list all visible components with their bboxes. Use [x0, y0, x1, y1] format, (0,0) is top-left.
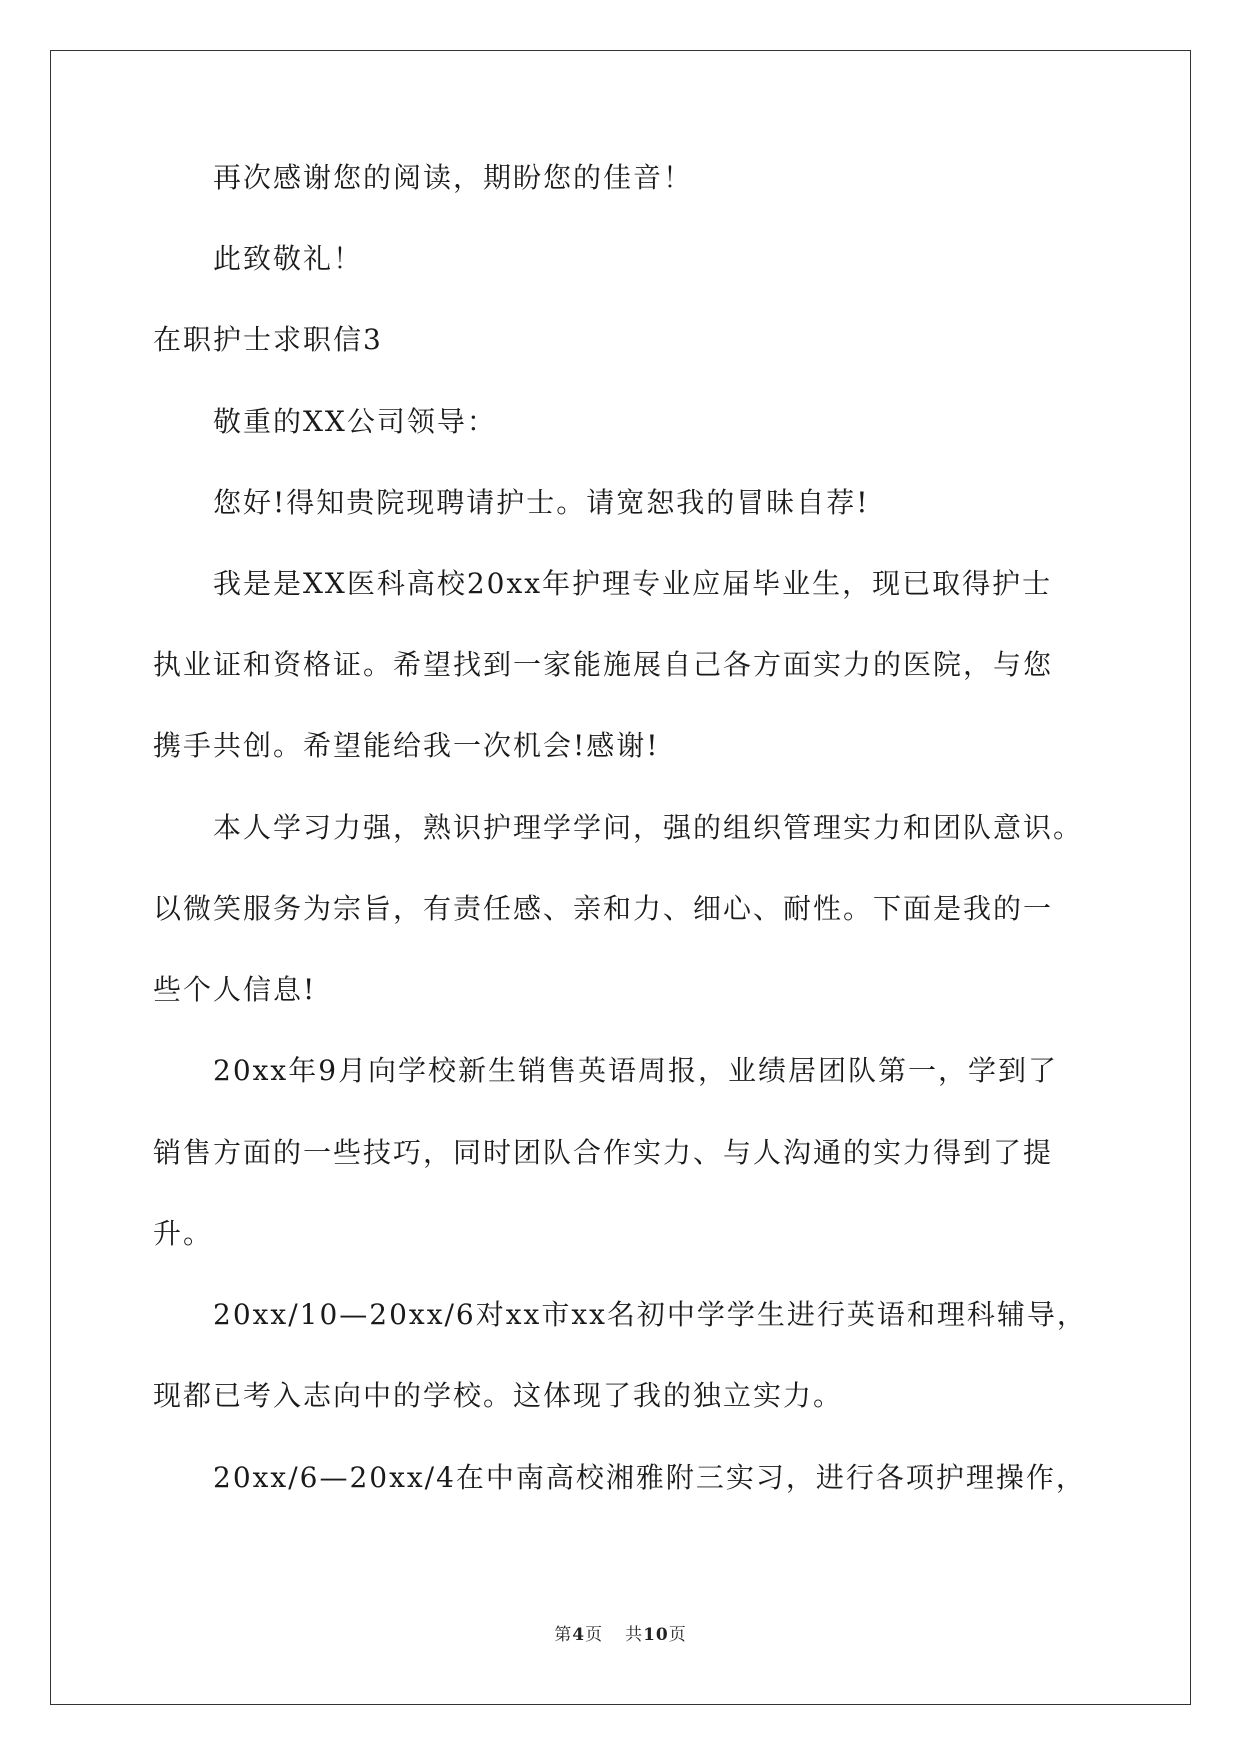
- page-footer: [0, 1620, 1241, 1645]
- total-suffix: 页: [668, 1625, 687, 1645]
- greeting: 您好!得知贵院现聘请护士。请宽恕我的冒昧自荐!: [213, 486, 870, 519]
- page-suffix: 页: [585, 1625, 604, 1645]
- paragraph-line: 20xx年9月向学校新生销售英语周报，业绩居团队第一，学到了: [213, 1054, 1059, 1087]
- page-prefix: 第: [554, 1625, 573, 1645]
- paragraph-line: 些个人信息!: [153, 973, 317, 1006]
- paragraph-line: 现都已考入志向中的学校。这体现了我的独立实力。: [153, 1379, 844, 1412]
- section-title: 在职护士求职信3: [153, 323, 383, 356]
- paragraph-line: 20xx/6—20xx/4在中南高校湘雅附三实习，进行各项护理操作，: [213, 1461, 1086, 1494]
- total-prefix: 共: [625, 1625, 644, 1645]
- paragraph-line: 携手共创。希望能给我一次机会!感谢!: [153, 729, 660, 762]
- closing-thanks: 再次感谢您的阅读，期盼您的佳音！: [213, 161, 694, 194]
- paragraph-line: 升。: [153, 1217, 214, 1250]
- page-total: 10: [643, 1625, 669, 1645]
- page-current: 4: [572, 1625, 586, 1645]
- paragraph-line: 以微笑服务为宗旨，有责任感、亲和力、细心、耐性。下面是我的一: [153, 892, 1054, 925]
- closing-salute: 此致敬礼！: [213, 242, 364, 275]
- paragraph-line: 20xx/10—20xx/6对xx市xx名初中学学生进行英语和理科辅导，: [213, 1298, 1087, 1331]
- paragraph-line: 销售方面的一些技巧，同时团队合作实力、与人沟通的实力得到了提: [153, 1136, 1054, 1169]
- paragraph-line: 我是是XX医科高校20xx年护理专业应届毕业生，现已取得护士: [213, 567, 1053, 600]
- paragraph-line: 本人学习力强，熟识护理学学问，强的组织管理实力和团队意识。: [213, 811, 1084, 844]
- paragraph-line: 执业证和资格证。希望找到一家能施展自己各方面实力的医院，与您: [153, 648, 1054, 681]
- salutation: 敬重的XX公司领导：: [213, 405, 497, 438]
- page-border: [50, 50, 1191, 1705]
